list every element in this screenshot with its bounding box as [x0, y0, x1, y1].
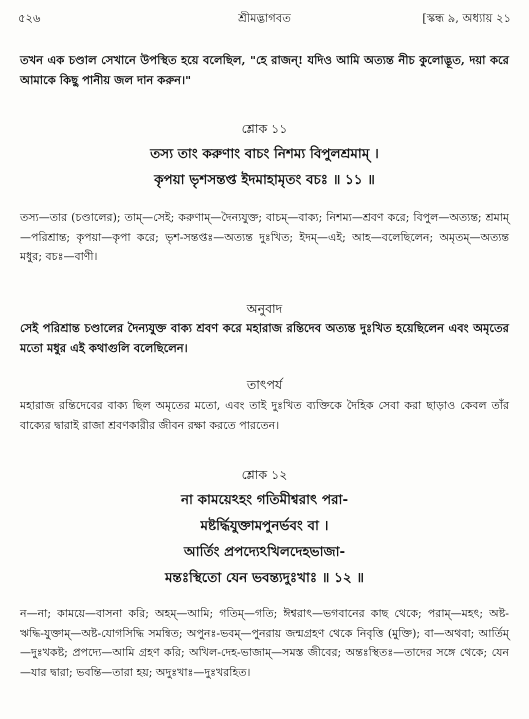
verse-12-line-2: মষ্টর্দ্ধিযুক্তামপুনর্ভবং বা ।	[200, 518, 329, 534]
verse-12-line-3: আর্তিং প্রপদ্যেঽখিলদেহভাজা-	[183, 544, 346, 560]
purport-heading: তাৎপর্য	[246, 377, 283, 392]
verse-11-line-1: তস্য তাং করুণাং বাচং নিশম্য বিপুলশ্রমাম্ ।	[150, 146, 379, 162]
page-header	[18, 10, 511, 32]
verse-12-line-1: না কাময়েঽহং গতিমীশ্বরাৎ পরা-	[180, 492, 349, 508]
verse-11-purport: মহারাজ রন্তিদেবের বাক্য ছিল অমৃতের মতো, এবং তাই দুঃখিত ব্যক্তিকে দৈহিক সেবা করা ছাড়াও কেবল তাঁর বাক্যের দ্বারাই রাজা শ্রবণকারীর জীবন রক্ষা করতে পারতেন।	[20, 399, 509, 432]
book-title: শ্রীমদ্ভাগবত	[238, 11, 291, 25]
verse-12-line-4: মন্তঃস্থিতো যেন ভবন্ত্যদুঃখাঃ ॥ ১২ ॥	[165, 570, 364, 586]
verse-11-translation: সেই পরিশ্রান্ত চণ্ডালের দৈন্যযুক্ত বাক্য শ্রবণ করে মহারাজ রন্তিদেব অত্যন্ত দুঃখিত হয়েছিলেন এবং অমৃতের মতো মধুর এই কথাগুলি বলেছিলেন।	[20, 321, 509, 355]
verse-11-heading: শ্লোক ১১	[241, 121, 288, 136]
verse-12-heading: শ্লোক ১২	[241, 467, 288, 482]
chapter-reference: [স্কন্ধ ৯, অধ্যায় ২১	[422, 11, 511, 25]
verse-12-synonyms: ন—না; কাময়ে—বাসনা করি; অহম্—আমি; গতিম্—গতি; ঈশ্বরাৎ—ভগবানের কাছ থেকে; পরাম্—মহৎ; অষ্ট-ঋদ্ধি-যুক্তাম্—অষ্ট-যোগসিদ্ধি সমন্বিত; অপুনঃ-ভবম্—পুনরায় জন্মগ্রহণ থেকে নিবৃত্তি (মুক্তি); বা—অথবা; আর্তিম্—দুঃখকষ্ট; প্রপদ্যে—আমি গ্রহণ করি; অখিল-দেহ-ভাজাম্—সমস্ত জীবের; অন্তঃস্থিতঃ—তাদের সঙ্গে থেকে; যেন—যার দ্বারা; ভবন্তি—তারা হয়; অদুঃখাঃ—দুঃখরহিত।	[20, 607, 509, 679]
translation-heading: অনুবাদ	[246, 301, 283, 316]
intro-paragraph: তখন এক চণ্ডাল সেখানে উপস্থিত হয়ে বলেছিল, "হে রাজন্! যদিও আমি অত্যন্ত নীচ কুলোদ্ভূত, দয়া করে আমাকে কিছু পানীয় জল দান করুন।"	[20, 53, 509, 87]
page-number: ৫২৬	[18, 11, 41, 25]
verse-11-line-2: কৃপয়া ভৃশসন্তপ্ত ইদমাহামৃতং বচঃ ॥ ১১ ॥	[154, 172, 375, 188]
verse-11-synonyms: তস্য—তার (চণ্ডালের); তাম্—সেই; করুণাম্—দৈন্যযুক্ত; বাচম্—বাক্য; নিশম্য—শ্রবণ করে; বিপুল—অত্যন্ত; শ্রমাম্—পরিশ্রান্ত; কৃপয়া—কৃপা করে; ভৃশ-সন্তপ্তঃ—অত্যন্ত দুঃখিত; ইদম্—এই; আহ—বলেছিলেন; অমৃতম্—অত্যন্ত মধুর; বচঃ—বাণী।	[20, 211, 509, 263]
